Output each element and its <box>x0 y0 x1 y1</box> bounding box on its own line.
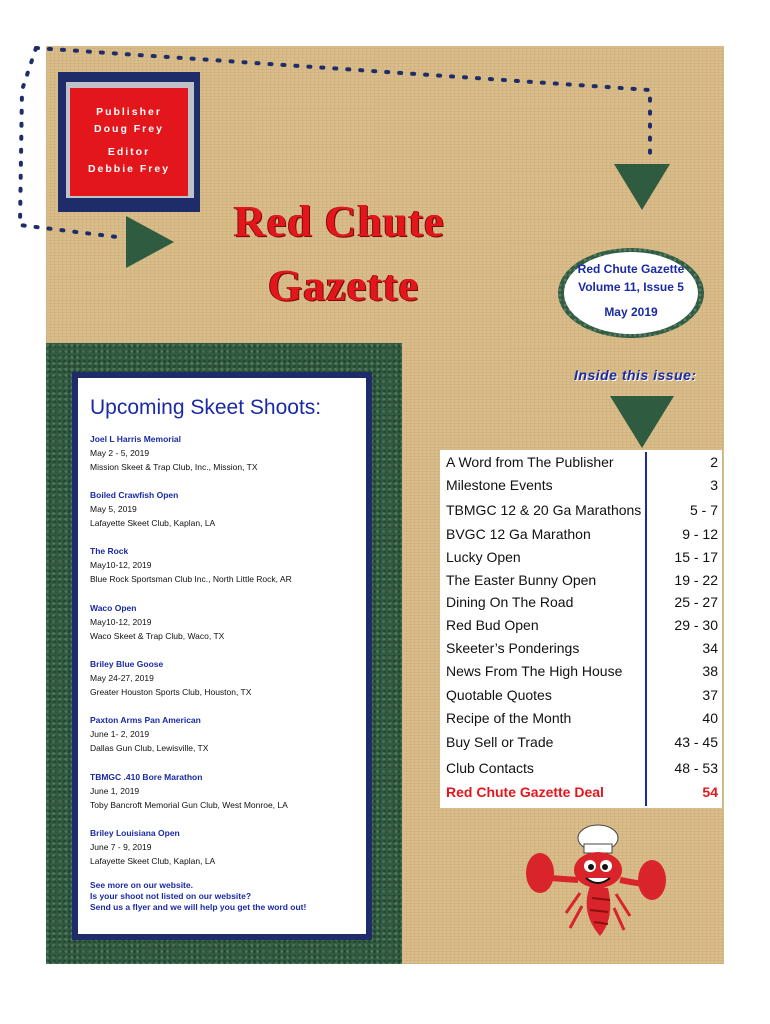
toc-row[interactable] <box>440 732 724 754</box>
event-name: The Rock <box>90 546 129 556</box>
issue-info <box>564 252 698 334</box>
toc-row[interactable] <box>440 758 724 780</box>
event-item <box>90 826 215 868</box>
toc-page: 48 - 53 <box>674 760 718 776</box>
event-name: Waco Open <box>90 603 137 613</box>
event-name: Joel L Harris Memorial <box>90 434 182 444</box>
event-date: May 5, 2019 <box>90 504 137 514</box>
toc-title: TBMGC 12 & 20 Ga Marathons <box>446 502 642 518</box>
editor-label: Editor <box>107 146 151 158</box>
toc-title: Recipe of the Month <box>446 710 572 726</box>
toc-title: BVGC 12 Ga Marathon <box>446 526 591 542</box>
toc-page: 19 - 22 <box>674 572 718 588</box>
footer-line: Is your shoot not listed on our website? <box>90 891 252 901</box>
toc-row[interactable] <box>440 452 724 474</box>
toc-page: 15 - 17 <box>674 549 718 565</box>
toc-title: Skeeter’s Ponderings <box>446 640 580 656</box>
issue-date: May 2019 <box>604 305 658 319</box>
masthead-panel <box>70 88 188 196</box>
triangle-arrow-icon <box>614 164 670 210</box>
event-place: Toby Bancroft Memorial Gun Club, West Monroe, LA <box>90 800 288 810</box>
toc-title: Milestone Events <box>446 477 553 493</box>
toc-page: 54 <box>702 784 718 800</box>
toc-page: 25 - 27 <box>674 594 718 610</box>
toc-row[interactable] <box>440 782 724 804</box>
toc-page: 38 <box>702 663 718 679</box>
event-place: Mission Skeet & Trap Club, Inc., Mission, TX <box>90 462 258 472</box>
toc-title: Club Contacts <box>446 760 534 776</box>
toc-row[interactable] <box>440 685 724 707</box>
event-date: May10-12, 2019 <box>90 617 152 627</box>
event-name: TBMGC .410 Bore Marathon <box>90 772 203 782</box>
shoots-heading: Upcoming Skeet Shoots: <box>90 396 322 419</box>
toc-page: 43 - 45 <box>674 734 718 750</box>
toc-title: A Word from The Publisher <box>446 454 614 470</box>
crawfish-chef-icon <box>520 818 670 948</box>
event-date: May 2 - 5, 2019 <box>90 448 150 458</box>
toc-row[interactable] <box>440 592 724 614</box>
newsletter-title <box>234 190 534 318</box>
toc-page: 29 - 30 <box>674 617 718 633</box>
event-name: Briley Louisiana Open <box>90 828 180 838</box>
event-place: Greater Houston Sports Club, Houston, TX <box>90 687 252 697</box>
event-name: Paxton Arms Pan American <box>90 715 201 725</box>
toc-row[interactable] <box>440 500 724 522</box>
toc-row[interactable] <box>440 570 724 592</box>
toc-row[interactable] <box>440 524 724 546</box>
footer-line: Send us a flyer and we will help you get the word out! <box>90 902 307 912</box>
event-item <box>90 713 208 755</box>
event-item <box>90 544 292 586</box>
event-date: June 7 - 9, 2019 <box>90 842 152 852</box>
event-item <box>90 601 224 643</box>
event-item <box>90 432 258 474</box>
toc-page: 9 - 12 <box>682 526 718 542</box>
editor-name: Debbie Frey <box>87 163 171 175</box>
toc-row[interactable] <box>440 661 724 683</box>
shoots-footer <box>90 880 306 913</box>
toc-title: The Easter Bunny Open <box>446 572 597 588</box>
toc-row[interactable] <box>440 475 724 497</box>
title-line-1: Red Chute <box>234 197 445 246</box>
event-date: June 1- 2, 2019 <box>90 729 150 739</box>
toc-title: Red Bud Open <box>446 617 539 633</box>
toc-page: 40 <box>702 710 718 726</box>
toc-page: 34 <box>702 640 718 656</box>
event-place: Lafayette Skeet Club, Kaplan, LA <box>90 518 216 528</box>
toc-row[interactable] <box>440 708 724 730</box>
triangle-arrow-icon <box>126 216 174 268</box>
event-place: Blue Rock Sportsman Club Inc., North Little Rock, AR <box>90 574 292 584</box>
toc-row[interactable] <box>440 547 724 569</box>
event-item <box>90 770 288 812</box>
event-name: Boiled Crawfish Open <box>90 490 179 500</box>
event-place: Dallas Gun Club, Lewisville, TX <box>90 743 209 753</box>
inside-heading: Inside this issue: <box>574 367 697 383</box>
toc-page: 5 - 7 <box>689 502 718 518</box>
publisher-label: Publisher <box>96 106 162 118</box>
publisher-name: Doug Frey <box>94 123 164 135</box>
event-date: June 1, 2019 <box>90 786 140 796</box>
toc-title: Quotable Quotes <box>446 687 552 703</box>
toc-title: Lucky Open <box>446 549 521 565</box>
toc-page: 37 <box>702 687 718 703</box>
website-link[interactable]: See more on our website. <box>90 880 193 890</box>
event-date: May 24-27, 2019 <box>90 673 154 683</box>
triangle-arrow-icon <box>610 396 674 448</box>
event-item <box>90 657 251 699</box>
toc-title: News From The High House <box>446 663 623 679</box>
event-place: Waco Skeet & Trap Club, Waco, TX <box>90 631 225 641</box>
toc-page: 3 <box>710 477 718 493</box>
toc-page: 2 <box>710 454 718 470</box>
event-name: Briley Blue Goose <box>90 659 164 669</box>
toc-title: Red Chute Gazette Deal <box>446 784 604 800</box>
toc-title: Dining On The Road <box>446 594 574 610</box>
toc-title: Buy Sell or Trade <box>446 734 554 750</box>
issue-name: Red Chute Gazette <box>577 262 685 276</box>
event-date: May10-12, 2019 <box>90 560 152 570</box>
event-item <box>90 488 215 530</box>
toc-row[interactable] <box>440 638 724 660</box>
title-line-2: Gazette <box>268 261 420 310</box>
toc-row[interactable] <box>440 615 724 637</box>
issue-volume: Volume 11, Issue 5 <box>578 280 684 294</box>
event-place: Lafayette Skeet Club, Kaplan, LA <box>90 856 216 866</box>
